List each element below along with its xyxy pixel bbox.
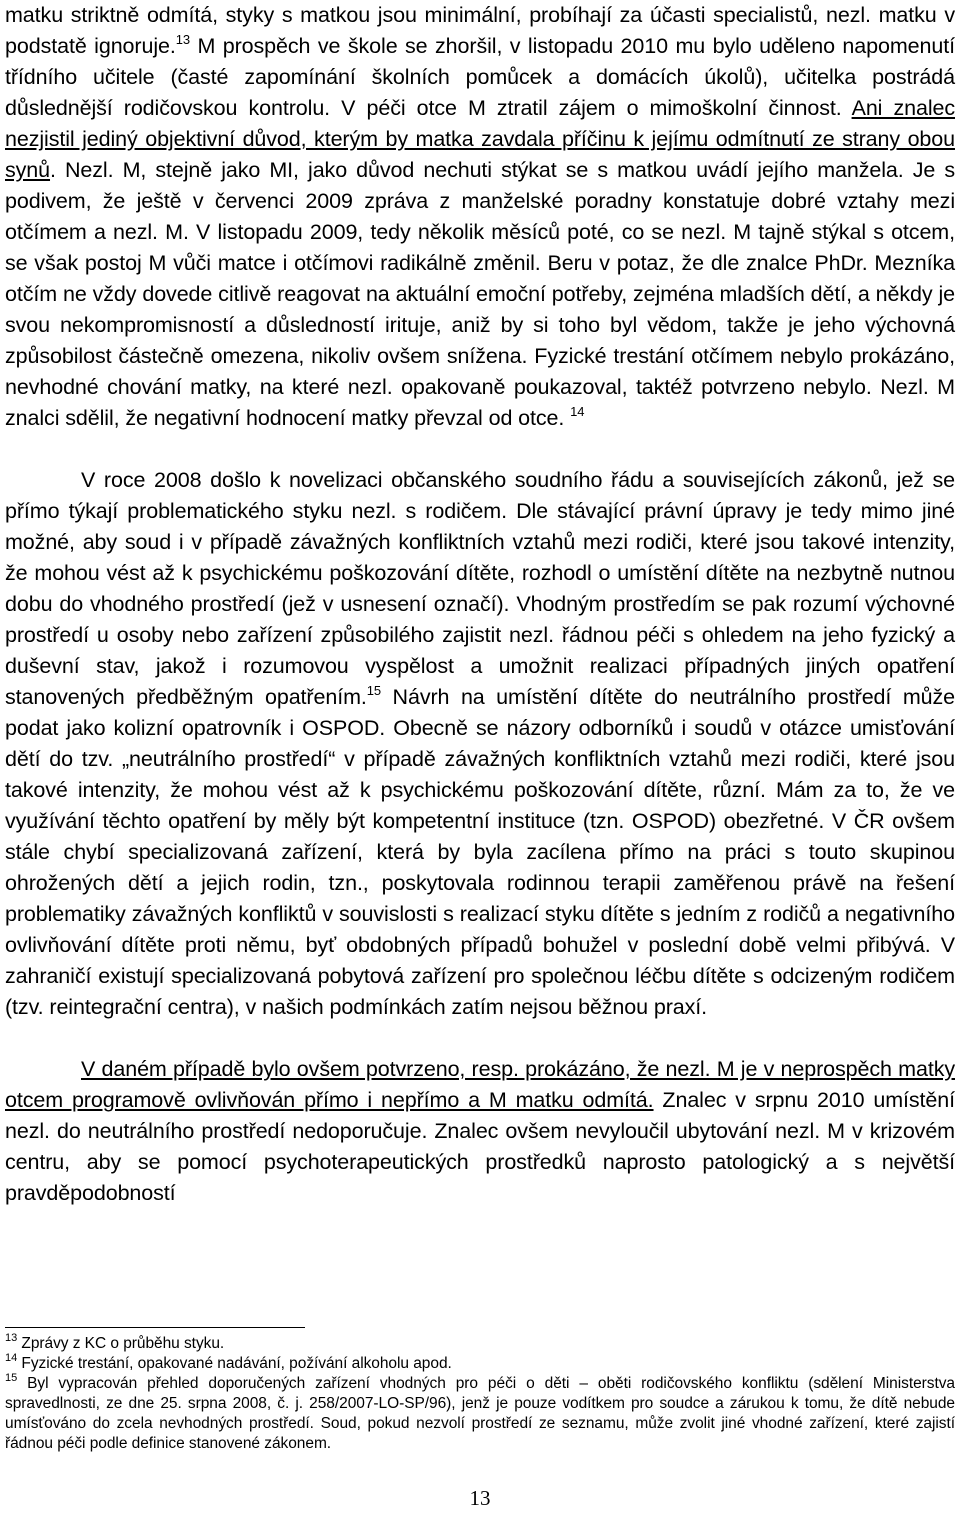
footnote-separator xyxy=(5,1327,305,1328)
footnote-text: Byl vypracován přehled doporučených zařízení vhodných pro péči o děti – oběti rodičovského konfliktu (sdělení Ministerstva spravedlnosti, ze dne 25. srpna 2008, č. j. 258/2007-LO-SP/96), jenž je pouze vodítkem pro soudce a zárukou k tomu, že dítě nebude umísťováno do zcela nevhodných prostředí. Soud, pokud nezvolí prostředí ze seznamu, může zvolit jiné vhodné zařízení, které zajistí řádnou péči podle definice stanovené zákonem. xyxy=(5,1375,955,1452)
underlined-text: Ani znalec nezjistil jediný objektivní důvod, kterým by matka zavdala příčinu k jejímu odmítnutí ze strany obou synů xyxy=(5,96,955,182)
footnote-reference-13: 13 xyxy=(175,32,190,47)
underlined-text: V daném případě bylo ovšem potvrzeno, resp. prokázáno, že nezl. M je v neprospěch matky otcem programově ovlivňován přímo i nepřímo a M matku odmítá. xyxy=(5,1057,955,1112)
footnote-number: 14 xyxy=(5,1352,18,1364)
paragraph-text: Znalec v srpnu 2010 umístění nezl. do neutrálního prostředí nedoporučuje. Znalec ovšem nevyloučil ubytování nezl. M v krizovém centru, aby se pomocí psychoterapeutických prostředků naprosto patologický a s největší pravděpodobností xyxy=(5,1088,955,1205)
footnote-15 xyxy=(5,1374,955,1454)
paragraph-text: matku striktně odmítá, styky s matkou jsou minimální, probíhají za účasti specialistů, nezl. matku v podstatě ignoruje. xyxy=(5,3,955,58)
page-number: 13 xyxy=(469,1486,491,1510)
footnote-number: 13 xyxy=(5,1332,18,1344)
footnote-13 xyxy=(5,1334,955,1354)
footnote-text: Fyzické trestání, opakované nadávání, požívání alkoholu apod. xyxy=(17,1355,452,1372)
paragraph-text: . Nezl. M, stejně jako MI, jako důvod nechuti stýkat se s matkou uvádí jejího manžela. Je s podivem, že ještě v červenci 2009 zpráva z manželské poradny konstatuje dobré vztahy mezi otčímem a nezl. M. V listopadu 2009, tedy několik měsíců poté, co se nezl. M tajně stýkal s otcem, se však postoj M vůči matce i otčímovi radikálně změnil. Beru v potaz, že dle znalce PhDr. Mezníka otčím ne vždy dovede citlivě reagovat na aktuální emoční potřeby, zejména mladších dětí, a někdy je svou nekompromisností a důsledností irituje, aniž by si toho byl vědom, takže je jeho výchovná způsobilost částečně omezena, nikoliv ovšem snížena. Fyzické trestání otčímem nebylo prokázáno, nevhodné chování matky, na které nezl. opakovaně poukazoval, taktéž potvrzeno nebylo. Nezl. M znalci sdělil, že negativní hodnocení matky převzal od otce. xyxy=(5,158,955,430)
footnote-text: Zprávy z KC o průběhu styku. xyxy=(17,1335,225,1352)
paragraph-text: Návrh na umístění dítěte do neutrálního prostředí může podat jako kolizní opatrovník i OSPOD. Obecně se názory odborníků i soudů v otázce umisťování dětí do tzv. „neutrálního prostředí“ v případě závažných konfliktních vztahů mezi rodiči, které jsou takové intenzity, že mohou vést až k psychickému poškozování dítěte, různí. Mám za to, že ve využívání těchto opatření by měly být kompetentní instituce (tzn. OSPOD) obezřetné. V ČR ovšem stále chybí specializovaná zařízení, která by byla zacílena přímo na práci s touto skupinou ohrožených dětí a jejich rodin, tzn., poskytovala rodinnou terapii zaměřenou právě na řešení problematiky závažných konfliktů v souvislosti s realizací styku dítěte s jedním z rodičů a negativního ovlivňování dítěte proti němu, byť obdobných případů bohužel v poslední době velmi přibývá. V zahraničí existují specializovaná pobytová zařízení pro společnou léčbu dítěte s odcizeným rodičem (tzv. reintegrační centra), v našich podmínkách zatím nejsou běžnou praxí. xyxy=(5,685,955,1019)
document-page xyxy=(5,0,955,1209)
paragraph-text: M prospěch ve škole se zhoršil, v listopadu 2010 mu bylo uděleno napomenutí třídního učitele (časté zapomínání školních pomůcek a domácích úkolů), učitelka postrádá důslednější rodičovskou kontrolu. V péči otce M ztratil zájem o mimoškolní činnost. xyxy=(5,34,955,120)
body-paragraph-3 xyxy=(5,1054,955,1209)
paragraph-text: V roce 2008 došlo k novelizaci občanského soudního řádu a souvisejících zákonů, jež se přímo týkají problematického styku nezl. s rodičem. Dle stávající právní úpravy je tedy mimo jiné možné, aby soud i v případě závažných konfliktních vztahů mezi rodiči, které jsou takové intenzity, že mohou vést až k psychickému poškozování dítěte, rozhodl o umístění dítěte na nezbytně nutnou dobu do vhodného prostředí (jež v usnesení označí). Vhodným prostředím se pak rozumí výchovné prostředí u osoby nebo zařízení způsobilého zajistit nezl. řádnou péči s ohledem na jeho fyzický a duševní stav, jakož i rozumovou vyspělost a umožnit realizaci případných jiných opatření stanovených předběžným opatřením. xyxy=(5,468,955,709)
footnote-reference-15: 15 xyxy=(366,683,382,698)
footnote-reference-14: 14 xyxy=(570,404,585,419)
body-paragraph-1 xyxy=(5,0,955,434)
footnote-14 xyxy=(5,1354,955,1374)
footnote-number: 15 xyxy=(5,1372,18,1384)
body-paragraph-2 xyxy=(5,465,955,1023)
footnotes xyxy=(5,1334,955,1454)
